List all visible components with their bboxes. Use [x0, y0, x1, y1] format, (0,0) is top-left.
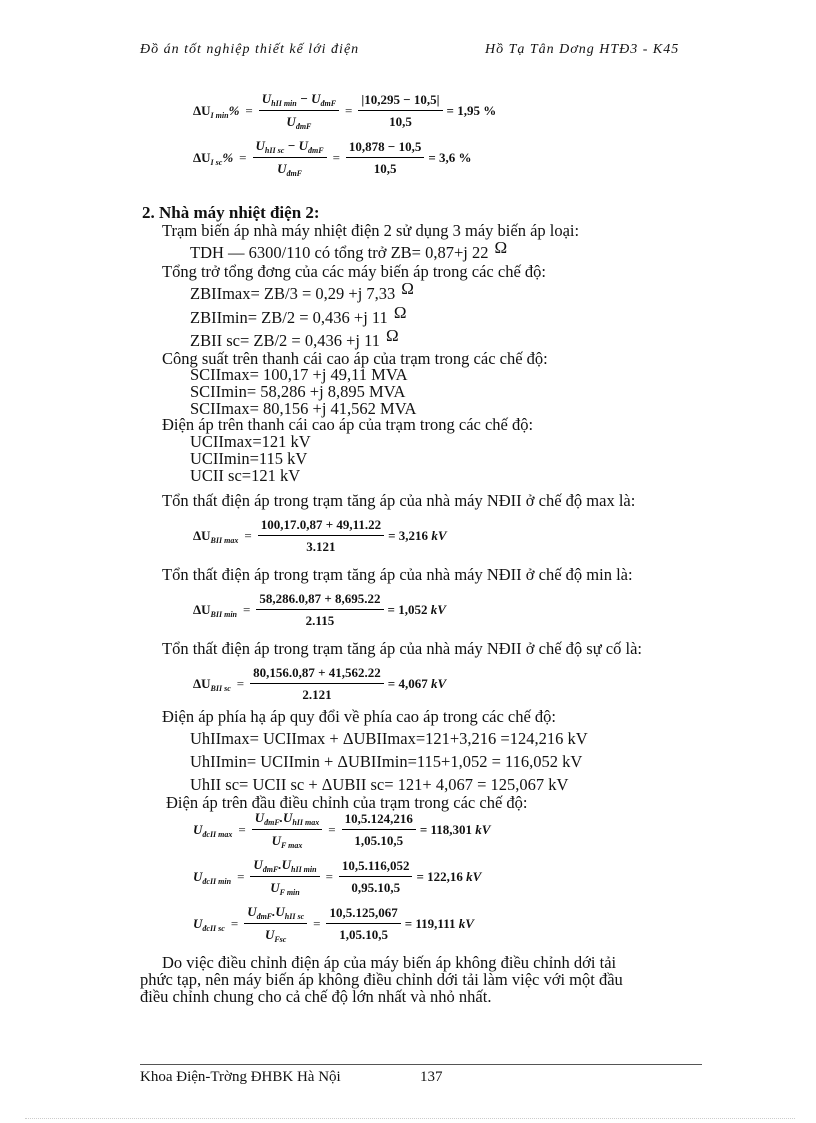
num-values: 10,878 − 10,5 [346, 139, 424, 158]
s-line-sc: SCIImax= 80,156 +j 41,562 MVA [190, 399, 417, 418]
num-values: 10,5.116,052 [339, 858, 413, 877]
footer-divider [140, 1064, 702, 1065]
num-values: 100,17.0,87 + 49,11.22 [258, 517, 384, 536]
num-text: U [261, 91, 272, 106]
eq-lhs-sub: I sc [210, 157, 223, 167]
paragraph-loss-min: Tổn thất điện áp trong trạm tăng áp của nhà máy NĐII ở chế độ min là: [162, 565, 633, 584]
paragraph-impedance: Tổng trở tổng đơng của các máy biến áp trong các chế độ: [162, 262, 546, 281]
uh-line-max [190, 730, 588, 747]
equation-udc-min: $U_{đcII min}$ = $\frac{U_{đmF}.U_{hII min}}{U_{F min}}$ = $\frac{10,5.116,052}{0,95.10,5}$ = 122,16 kV [193, 857, 482, 897]
eq-result: = 3,216 [388, 528, 429, 543]
num-text: U [247, 904, 257, 919]
page-bottom-dotted-line [25, 1118, 795, 1119]
num-sub2: hII sc [284, 912, 305, 921]
num-text: U [254, 810, 265, 825]
s-line-min: SCIImin= 58,286 +j 8,895 MVA [190, 382, 406, 401]
num-values: 80,156.0,87 + 41,562.22 [250, 665, 384, 684]
fraction-values [358, 92, 442, 130]
paragraph-intro: Trạm biến áp nhà máy nhiệt điện 2 sử dụng 3 máy biến áp loại: [162, 221, 580, 240]
eq-unit: kV [430, 602, 446, 617]
fraction [250, 665, 384, 703]
uh-part-a: UhIImin= UCIImin + [190, 752, 334, 771]
num-sub: đmF [256, 912, 273, 921]
eq-lhs-sub: BII min [210, 609, 238, 619]
paragraph-tap: Điện áp trên đầu điều chỉnh của trạm trong các chế độ: [166, 793, 528, 812]
omega-symbol: Ω [393, 303, 407, 322]
eq-result: = 3,6 % [428, 150, 472, 165]
eq-lhs: ΔU [193, 102, 211, 118]
uh-part-b: UBIImin=115+1,052 = 116,052 kV [348, 752, 583, 771]
uh-part-a: UhII sc= UCII sc + [190, 775, 318, 794]
den-values: 1,05.10,5 [339, 927, 388, 942]
fraction [252, 810, 323, 850]
num-values: |10,295 − 10,5| [358, 92, 442, 111]
fraction [244, 904, 307, 944]
eq-lhs-sub: I min [210, 110, 229, 120]
den-values: 10,5 [389, 114, 412, 129]
eq-lhs-sub: đcII max [202, 829, 233, 839]
eq-lhs-sub: BII max [210, 535, 239, 545]
uh-line-sc [190, 776, 568, 793]
eq-result: = 4,067 [387, 676, 428, 691]
equation-loss-min: $\Delta U_{BII min}$ = $\frac{58,286.0,87 + 8,695.22}{2.115}$ = 1,052 kV [193, 591, 446, 628]
num-sub: đmF [264, 818, 280, 827]
equation-du-i-min: $\Delta U_{I min}\%$ = $\frac{U_{hII min} - U_{đmF}}{U_{đmF}}$ = $\frac{|10,295 - 10,5|}{10,5}$ = 1,95 % [193, 91, 497, 131]
eq-unit: kV [430, 676, 447, 691]
u-line-sc: UCII sc=121 kV [190, 466, 301, 485]
z-text: ZBIImax= ZB/3 = 0,29 +j 7,33 [190, 284, 396, 303]
uh-part-b: UBIImax=121+3,216 =124,216 kV [353, 729, 588, 748]
equation-loss-max: $\Delta U_{BII max}$ = $\frac{100,17.0,87 + 49,11.22}{3.121}$ = 3,216 kV [193, 517, 447, 554]
den-sub: đmF [286, 169, 303, 178]
den-values: 3.121 [306, 539, 336, 554]
den-text: U [270, 880, 280, 895]
z-text: ZBII sc= ZB/2 = 0,436 +j 11 [190, 331, 380, 350]
section-title: 2. Nhà máy nhiệt điện 2: [142, 203, 320, 222]
eq-unit: kV [458, 916, 474, 931]
fraction-values [339, 858, 413, 896]
den-text: U [264, 927, 275, 942]
paragraph-voltage: Điện áp trên thanh cái cao áp của trạm trong các chế độ: [162, 415, 534, 434]
s-line-max: SCIImax= 100,17 +j 49,11 MVA [190, 365, 408, 384]
uh-line-min [190, 753, 582, 770]
fraction [253, 138, 327, 178]
z-line-min [190, 303, 407, 327]
den-text: U [277, 161, 287, 176]
den-values: 0,95.10,5 [351, 880, 401, 895]
den-text: U [286, 114, 296, 129]
den-sub: Fsc [274, 935, 287, 944]
z-text: ZBIImin= ZB/2 = 0,436 +j 11 [190, 308, 388, 327]
fraction [250, 857, 319, 897]
equation-du-i-sc: $\Delta U_{I sc}\%$ = $\frac{U_{hII sc} - U_{đmF}}{U_{đmF}}$ = $\frac{10,878 - 10,5}{10,5}$ = 3,6 % [193, 138, 472, 178]
paragraph-power: Công suất trên thanh cái cao áp của trạm trong các chế độ: [162, 349, 548, 368]
num-values: 10,5.125,067 [326, 905, 400, 924]
z-line-max [190, 279, 414, 303]
tdh-text: TDH — 6300/110 có tổng trở ZB= 0,87+j 22 [190, 243, 489, 262]
equation-loss-sc: $\Delta U_{BII sc}$ = $\frac{80,156.0,87 + 41,562.22}{2.121}$ = 4,067 kV [193, 665, 447, 702]
num-sub: hII sc [264, 146, 285, 155]
eq-lhs-sub: BII sc [210, 683, 231, 693]
paragraph-low-side: Điện áp phía hạ áp quy đổi về phía cao áp trong các chế độ: [162, 707, 557, 726]
eq-unit: kV [431, 528, 447, 543]
num-sub: hII min [271, 99, 297, 108]
eq-lhs-sub: đcII sc [202, 923, 225, 933]
den-values: 2.121 [302, 687, 332, 702]
conclusion-line-1: Do việc điều chỉnh điện áp của máy biến áp không điều chỉnh dới tải [162, 953, 617, 972]
eq-unit: kV [475, 822, 491, 837]
den-sub: đmF [295, 122, 312, 131]
num-text: U [255, 138, 265, 153]
num-rest: − U [296, 91, 321, 106]
header-left: Đồ án tốt nghiệp thiết kế lới điện [140, 42, 360, 57]
fraction [259, 91, 339, 131]
den-values: 2.115 [305, 613, 335, 628]
num-sub2: hII min [291, 865, 317, 874]
num-rest: .U [272, 904, 285, 919]
den-sub: F min [279, 888, 300, 897]
uh-part-a: UhIImax= UCIImax + [190, 729, 339, 748]
eq-lhs: ΔU [193, 149, 211, 165]
fraction-values [342, 811, 416, 849]
eq-lhs-sub: đcII min [202, 876, 232, 886]
omega-symbol: Ω [494, 238, 508, 257]
num-sub2: hII max [292, 818, 320, 827]
eq-result: = 119,111 [404, 916, 456, 931]
footer-left: Khoa Điện-Trờng ĐHBK Hà Nội [140, 1069, 341, 1085]
eq-result: = 1,052 [387, 602, 428, 617]
num-text: U [253, 857, 263, 872]
eq-result: = 122,16 [416, 869, 463, 884]
fraction [256, 591, 383, 629]
fraction-values [346, 139, 424, 177]
den-sub: F max [280, 841, 303, 850]
num-sub2: đmF [320, 99, 337, 108]
omega-symbol: Ω [386, 326, 399, 345]
num-rest: .U [278, 857, 291, 872]
u-line-max: UCIImax=121 kV [190, 432, 311, 451]
delta-symbol: Δ [337, 752, 349, 771]
page-number: 137 [420, 1069, 443, 1085]
num-values: 10,5.124,216 [342, 811, 416, 830]
eq-result: = 118,301 [419, 822, 473, 837]
den-values: 1,05.10,5 [354, 833, 404, 848]
uh-part-b: UBII sc= 121+ 4,067 = 125,067 kV [332, 775, 569, 794]
den-text: U [271, 833, 281, 848]
tdh-line [190, 238, 508, 262]
conclusion-line-3: điều chỉnh chung cho cả chế độ lớn nhất và nhỏ nhất. [140, 987, 492, 1006]
eq-lhs: ΔU [193, 675, 211, 691]
delta-symbol: Δ [321, 775, 333, 794]
fraction [258, 517, 384, 555]
num-values: 58,286.0,87 + 8,695.22 [256, 591, 383, 610]
equation-udc-max: $U_{đcII max}$ = $\frac{U_{đmF}.U_{hII max}}{U_{F max}}$ = $\frac{10,5.124,216}{1,05.10,5}$ = 118,301 kV [193, 810, 491, 850]
num-sub2: đmF [308, 146, 324, 155]
eq-result: = 1,95 % [446, 103, 497, 118]
num-rest: − U [284, 138, 309, 153]
conclusion-line-2: phức tạp, nên máy biến áp không điều chỉnh dới tải làm việc với một đầu [140, 970, 623, 989]
z-line-sc [190, 326, 399, 350]
eq-lhs-suffix: % [222, 149, 234, 165]
paragraph-loss-max: Tổn thất điện áp trong trạm tăng áp của nhà máy NĐII ở chế độ max là: [162, 491, 636, 510]
eq-unit: kV [466, 869, 482, 884]
eq-lhs-suffix: % [228, 102, 240, 118]
eq-lhs: ΔU [193, 527, 211, 543]
equation-udc-sc: $U_{đcII sc}$ = $\frac{U_{đmF}.U_{hII sc}}{U_{Fsc}}$ = $\frac{10,5.125,067}{1,05.10,5}$ = 119,111 kV [193, 904, 474, 944]
paragraph-loss-sc: Tổn thất điện áp trong trạm tăng áp của nhà máy NĐII ở chế độ sự cố là: [162, 639, 642, 658]
num-rest: .U [279, 810, 293, 825]
header-right: Hồ Tạ Tân Dơng HTĐ3 - K45 [485, 42, 680, 57]
fraction-values [326, 905, 400, 943]
omega-symbol: Ω [401, 279, 414, 298]
den-values: 10,5 [373, 161, 397, 176]
num-sub: đmF [262, 865, 279, 874]
u-line-min: UCIImin=115 kV [190, 449, 308, 468]
delta-symbol: Δ [342, 729, 354, 748]
eq-lhs: ΔU [193, 601, 211, 617]
